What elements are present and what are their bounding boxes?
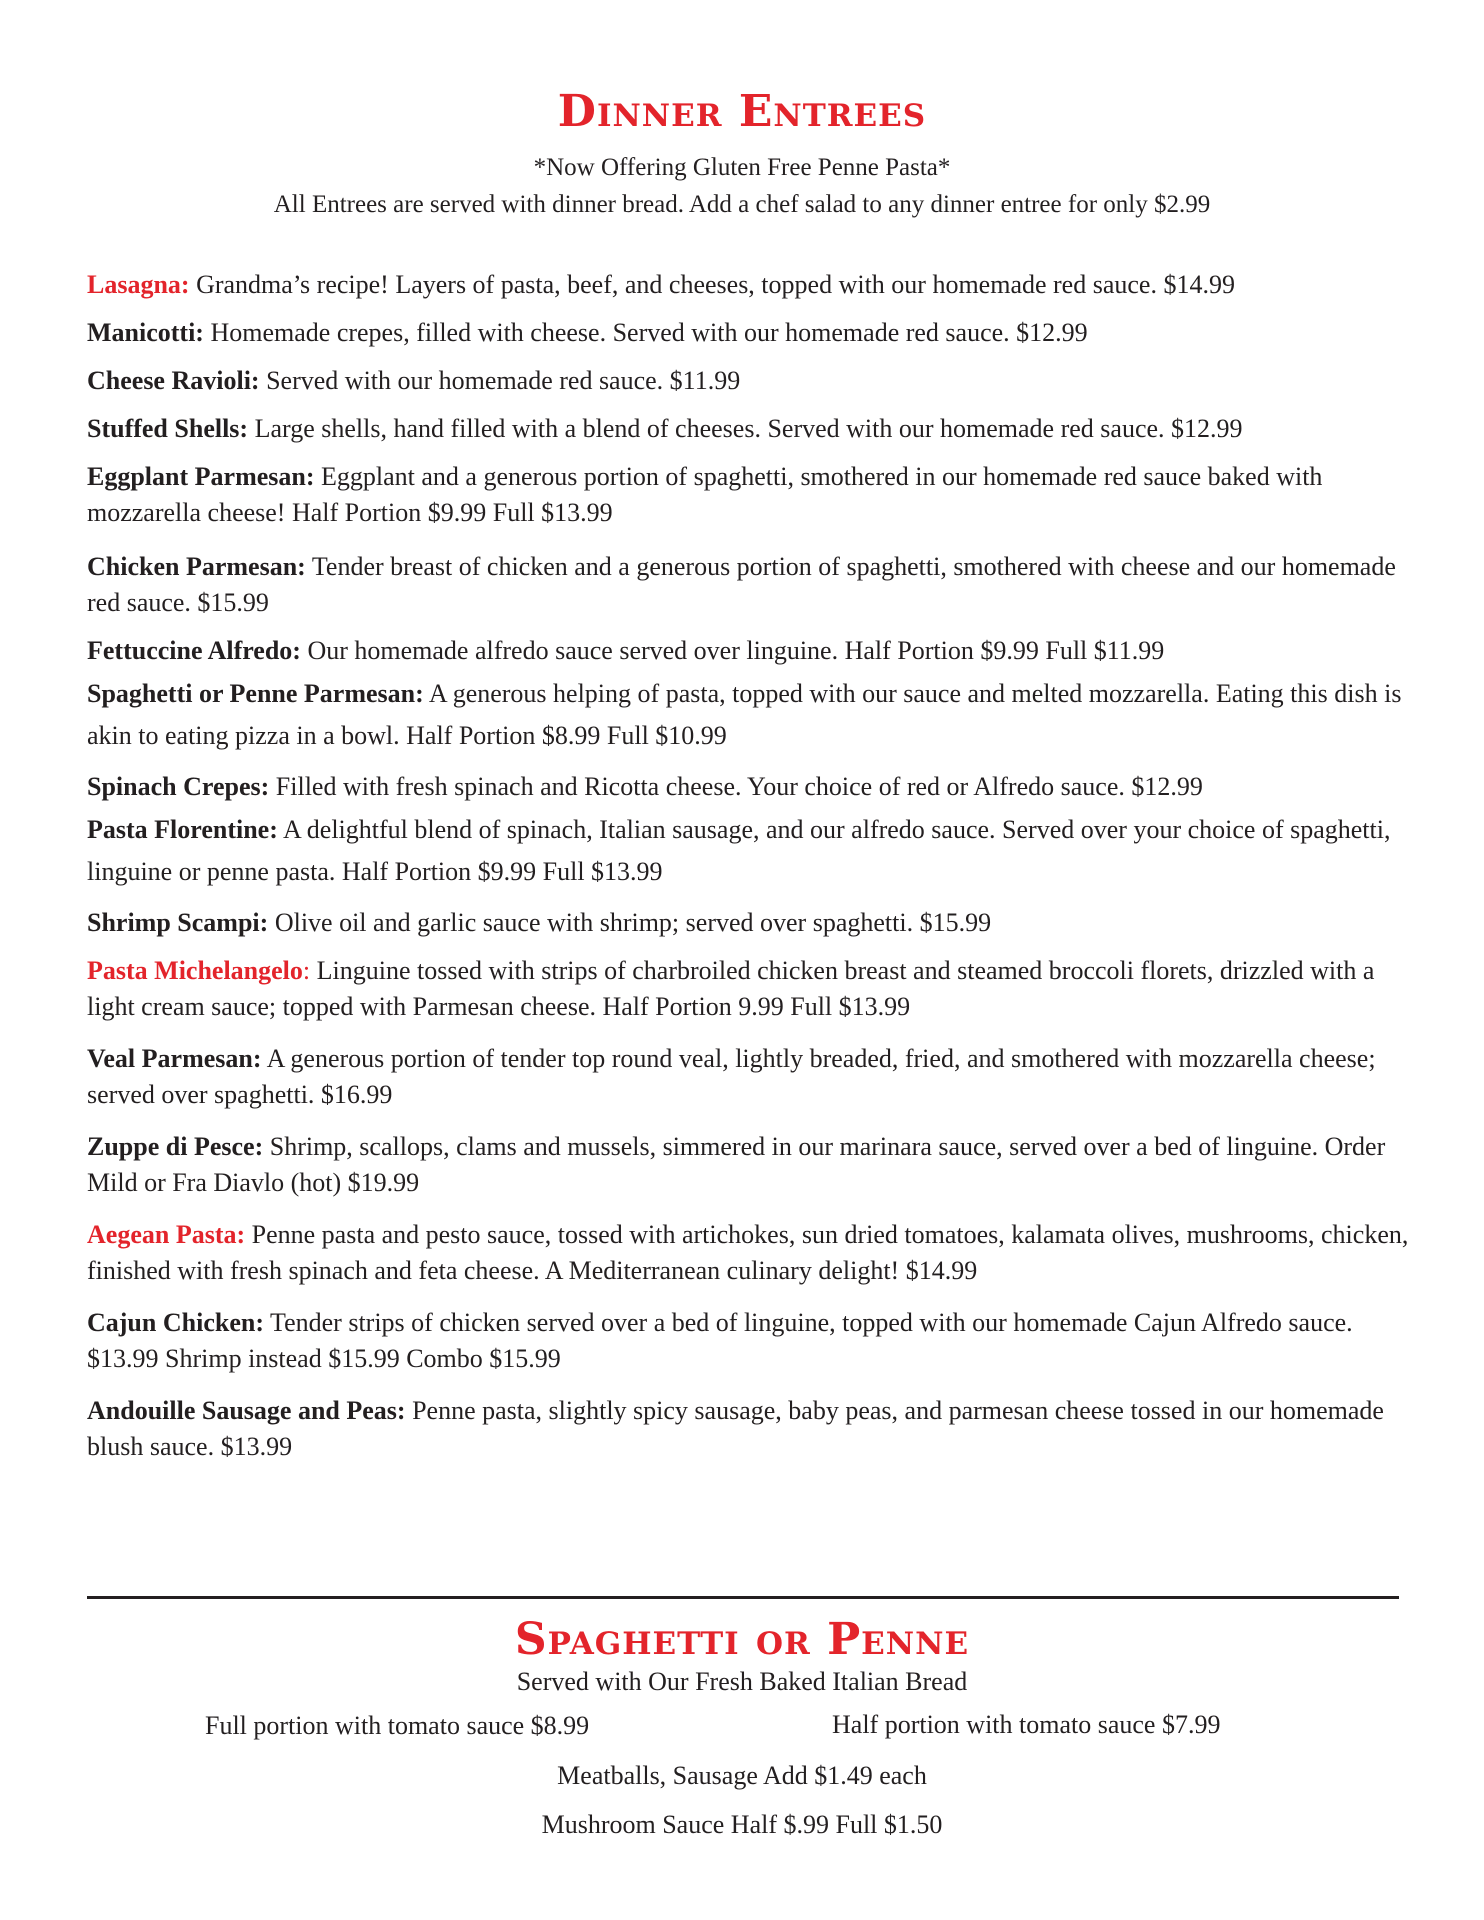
spaghetti-subtitle: Served with Our Fresh Baked Italian Bread [516,1667,968,1696]
entree-name: Fettuccine Alfredo: [87,636,301,665]
entree-name: Shrimp Scampi: [87,908,269,937]
entree-description: Served with our homemade red sauce. $11.99 [259,366,741,395]
entree-name: Eggplant Parmesan: [87,462,315,491]
entree-name: Cajun Chicken: [87,1308,264,1337]
entree-name: Stuffed Shells: [87,414,249,443]
entree-pasta-florentine [87,809,1427,893]
entree-description: A generous portion of tender top round veal, lightly breaded, fried, and smothered with mozzarella cheese; served over spaghetti. $16.99 [87,1044,1376,1109]
entree-name: Pasta Michelangelo [87,956,303,985]
entree-description: Tender breast of chicken and a generous portion of spaghetti, smothered with cheese and our homemade red sauce. $15.99 [87,552,1396,617]
dinner-entrees-title: Dinner Entrees [557,86,927,137]
entree-description: Tender strips of chicken served over a bed of linguine, topped with our homemade Cajun Alfredo sauce. $13.99 Shrimp instead $15.99 Combo $15.99 [87,1308,1353,1373]
entree-name: Spinach Crepes: [87,772,270,801]
entree-zuppe-di-pesce [87,1129,1427,1201]
entree-name: Lasagna: [87,270,190,299]
entree-lasagna [87,267,1427,303]
entree-description: Our homemade alfredo sauce served over linguine. Half Portion $9.99 Full $11.99 [300,636,1165,665]
entree-aegean-pasta [87,1217,1427,1289]
entree-description: A delightful blend of spinach, Italian sausage, and our alfredo sauce. Served over your choice of spaghetti, linguine or penne pasta. Half Portion $9.99 Full $13.99 [87,815,1391,886]
entree-description: Grandma’s recipe! Layers of pasta, beef, and cheeses, topped with our homemade red sauce. $14.99 [189,270,1235,299]
entree-description: Penne pasta, slightly spicy sausage, baby peas, and parmesan cheese tossed in our homemade blush sauce. $13.99 [87,1396,1384,1461]
entree-description: Homemade crepes, filled with cheese. Served with our homemade red sauce. $12.99 [203,318,1088,347]
entree-spinach-crepes [87,769,1427,805]
gluten-free-note: *Now Offering Gluten Free Penne Pasta* [533,154,951,181]
entree-andouille-sausage-peas [87,1393,1427,1465]
entree-name: Cheese Ravioli: [87,366,260,395]
entree-description: Filled with fresh spinach and Ricotta cheese. Your choice of red or Alfredo sauce. $12.99 [269,772,1203,801]
entree-name: Zuppe di Pesce: [87,1132,264,1161]
entree-description: Linguine tossed with strips of charbroiled chicken breast and steamed broccoli florets, drizzled with a light cream sauce; topped with Parmesan cheese. Half Portion 9.99 Full $13.99 [87,956,1375,1021]
entree-manicotti [87,315,1427,351]
entree-name: Manicotti: [87,318,204,347]
entree-stuffed-shells [87,411,1427,447]
entree-name: Spaghetti or Penne Parmesan: [87,679,424,708]
entree-name: Veal Parmesan: [87,1044,262,1073]
entree-list [87,267,1427,1465]
entree-eggplant-parmesan [87,459,1427,531]
entree-name: Andouille Sausage and Peas: [87,1396,406,1425]
meatballs-sausage-addon: Meatballs, Sausage Add $1.49 each [557,1761,927,1790]
entree-description: Shrimp, scallops, clams and mussels, simmered in our marinara sauce, served over a bed of linguine. Order Mild or Fra Diavlo (hot) $19.99 [87,1132,1386,1197]
entree-name: Aegean Pasta: [87,1220,246,1249]
half-portion-price: Half portion with tomato sauce $7.99 [832,1710,1221,1739]
section-divider [87,1596,1399,1599]
entree-description: Olive oil and garlic sauce with shrimp; served over spaghetti. $15.99 [268,908,992,937]
entree-name: Chicken Parmesan: [87,552,306,581]
entree-description: Eggplant and a generous portion of spaghetti, smothered in our homemade red sauce baked with mozzarella cheese! Half Portion $9.99 Full $13.99 [87,462,1323,527]
entree-description: Penne pasta and pesto sauce, tossed with artichokes, sun dried tomatoes, kalamata olives, mushrooms, chicken, finished with fresh spinach and feta cheese. A Mediterranean culinary delight! $14.99 [87,1220,1409,1285]
mushroom-sauce-addon: Mushroom Sauce Half $.99 Full $1.50 [541,1810,943,1839]
entree-description: Large shells, hand filled with a blend of cheeses. Served with our homemade red sauce. $12.99 [248,414,1243,443]
spaghetti-penne-title: Spaghetti or Penne [514,1614,970,1665]
entree-veal-parmesan [87,1041,1427,1113]
entree-spaghetti-penne-parmesan [87,673,1427,757]
dinner-bread-note: All Entrees are served with dinner bread. Add a chef salad to any dinner entree for only $2.99 [273,191,1211,218]
entree-cheese-ravioli [87,363,1427,399]
entree-name: Pasta Florentine: [87,815,278,844]
full-portion-price: Full portion with tomato sauce $8.99 [205,1711,590,1740]
entree-name-colon: : [302,956,311,985]
entree-shrimp-scampi [87,905,1427,941]
entree-fettuccine-alfredo [87,633,1427,669]
entree-pasta-michelangelo [87,953,1427,1025]
entree-chicken-parmesan [87,549,1427,621]
entree-description: A generous helping of pasta, topped with our sauce and melted mozzarella. Eating this dish is akin to eating pizza in a bowl. Half Portion $8.99 Full $10.99 [87,679,1402,750]
entree-cajun-chicken [87,1305,1427,1377]
